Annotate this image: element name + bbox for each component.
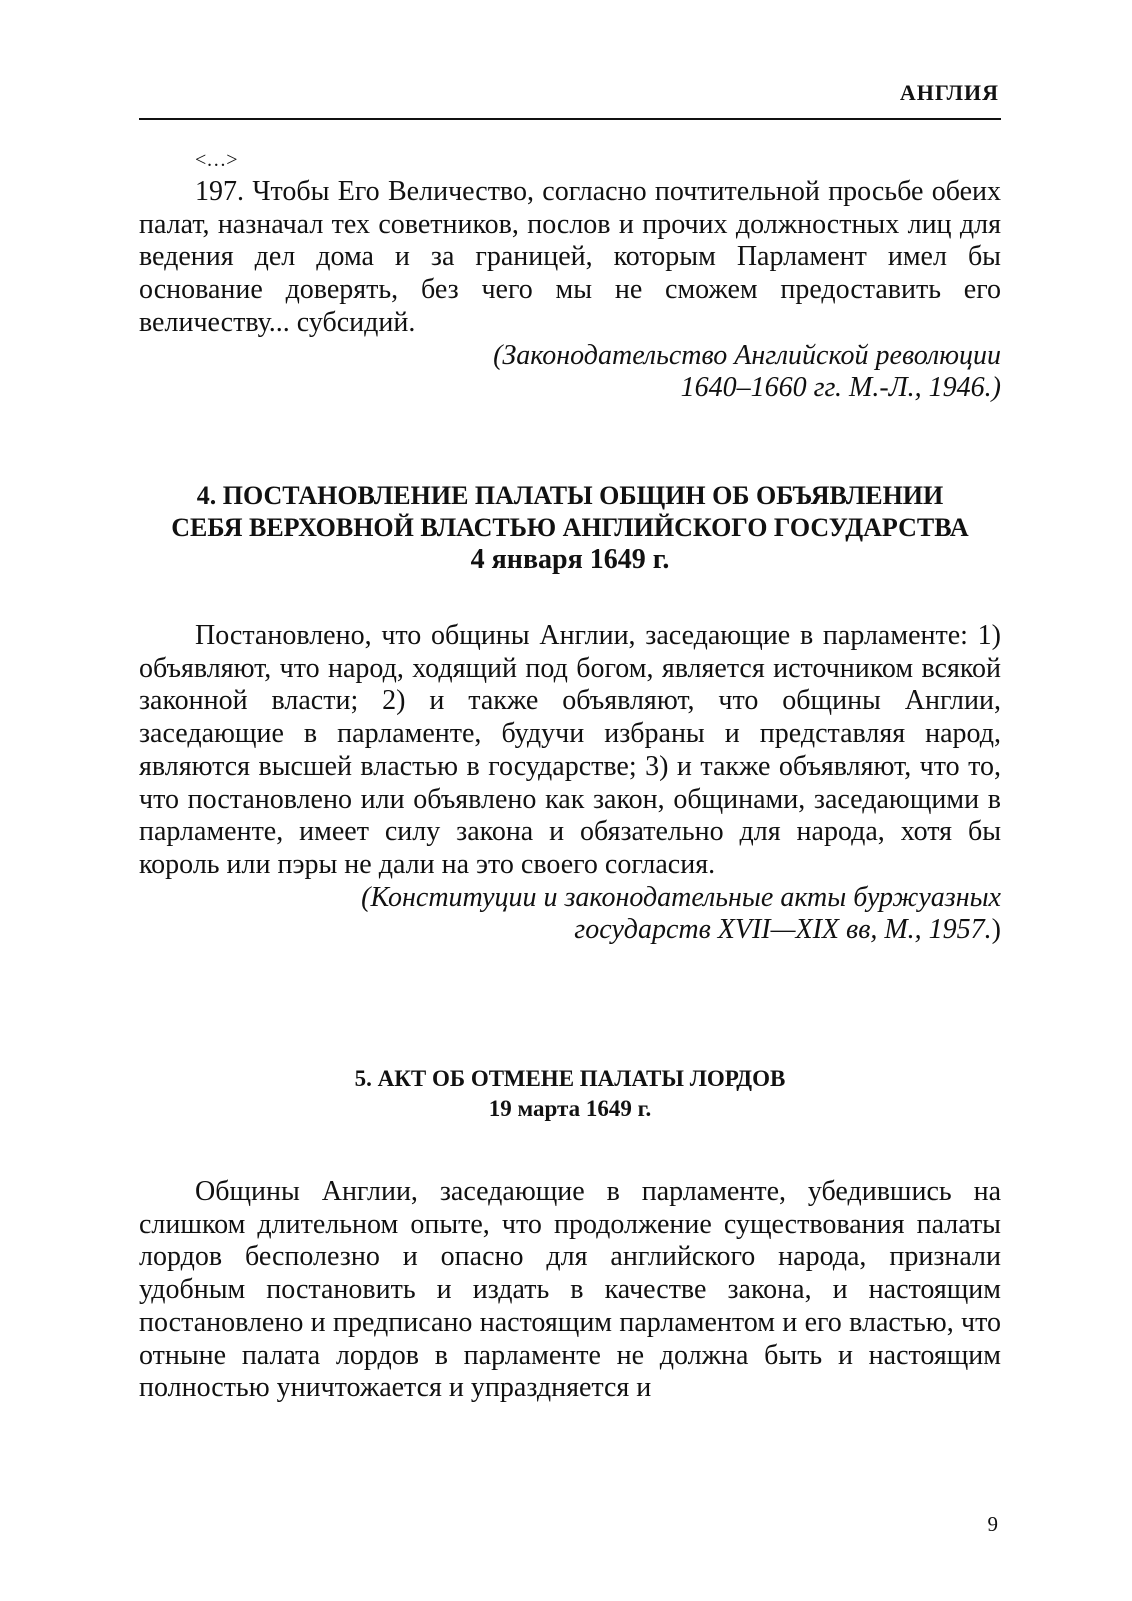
page-number: 9: [987, 1512, 998, 1536]
source-2-closer: ): [991, 914, 1001, 946]
section-5-paragraph: Общины Англии, заседающие в парламенте, убедившись на слишком длительном опыте, что продолжение существования палаты лордов бесполезно и опасно для английского народа, признали удобным постановить и издать в качестве закона, и настоящим постановлено и предписано настоящим парламентом и его властью, что отныне палата лордов в парламенте не должна быть и настоящим полностью уничтожается и упраздняется и: [139, 1176, 1001, 1404]
section-5-body: [139, 1176, 1001, 1405]
section-4-title-line-2: СЕБЯ ВЕРХОВНОЙ ВЛАСТЬЮ АНГЛИЙСКОГО ГОСУДАРСТВА: [171, 513, 969, 542]
running-head: АНГЛИЯ: [899, 80, 999, 105]
section-4-paragraph: Постановлено, что общины Англии, заседающие в парламенте: 1) объявляют, что народ, ходящий под богом, является источником всякой законной власти; 2) и также объявляют, что общины Англии, заседающие в парламенте, будучи избраны и представляя народ, являются высшей властью в государстве; 3) и также объявляют, что то, что постановлено или объявлено как закон, общинами, заседающими в парламенте, имеет силу закона и обязательно для народа, хотя бы король или пэры не дали на это своего согласия.: [139, 620, 1001, 880]
section-4-body: [139, 620, 1001, 947]
section-5-date: 19 марта 1649 г.: [488, 1096, 652, 1121]
source-2-line-1: (Конституции и законодательные акты буржуазных: [361, 881, 1001, 913]
header-divider: [139, 118, 1001, 120]
fragment-1: [139, 150, 1001, 405]
section-4-date: 4 января 1649 г.: [470, 544, 670, 575]
paragraph-197: 197. Чтобы Его Величество, согласно почтительной просьбе обеих палат, назначал тех советников, послов и прочих должностных лиц для ведения дел дома и за границей, которым Парламент имел бы основание доверять, без чего мы не сможем предоставить его величеству... субсидий.: [139, 176, 1001, 338]
section-5-heading: [139, 1064, 1001, 1124]
section-4-title-line-1: 4. ПОСТАНОВЛЕНИЕ ПАЛАТЫ ОБЩИН ОБ ОБЪЯВЛЕНИИ: [196, 481, 944, 510]
section-5-title: 5. АКТ ОБ ОТМЕНЕ ПАЛАТЫ ЛОРДОВ: [354, 1066, 786, 1091]
source-1-line-2: 1640–1660 гг. М.-Л., 1946.): [680, 372, 1001, 404]
source-citation-1: [139, 340, 1001, 405]
source-citation-2: [139, 882, 1001, 947]
source-1-line-1: (Законодательство Английской революции: [493, 339, 1001, 371]
section-4-heading: [139, 480, 1001, 576]
omission-mark: <…>: [195, 149, 238, 171]
source-2-line-2: государств XVII—XIX вв, М., 1957.: [574, 914, 992, 946]
